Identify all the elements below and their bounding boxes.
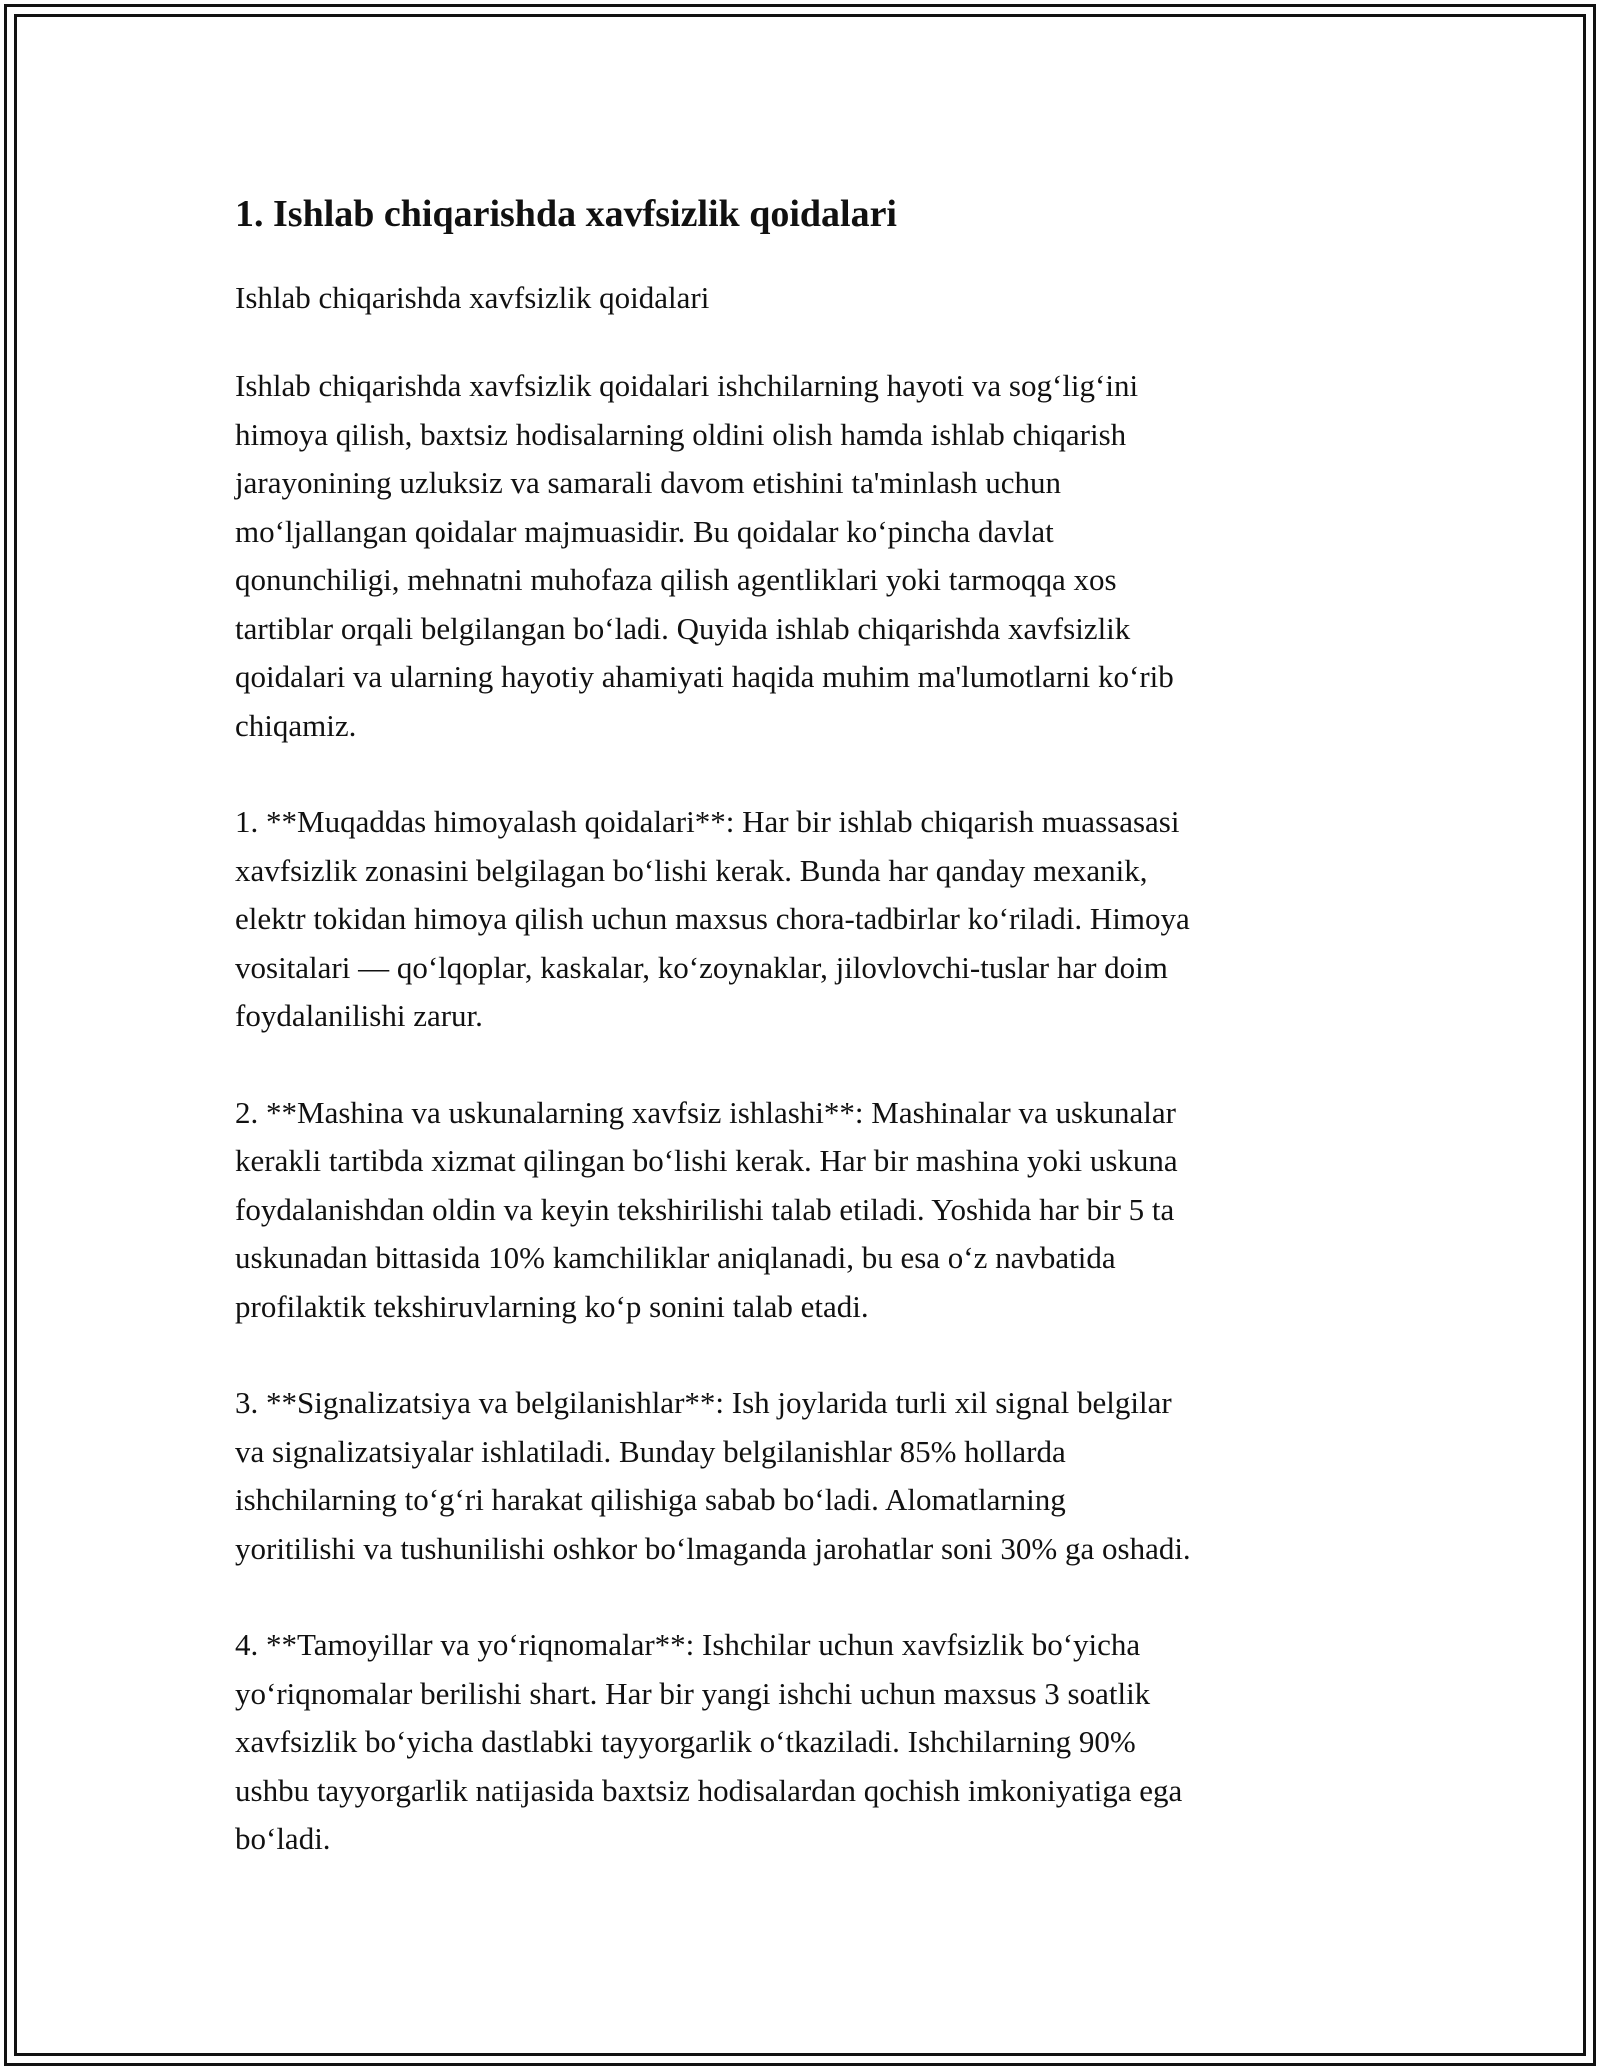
rule-4-paragraph: 4. **Tamoyillar va yo‘riqnomalar**: Ishchilar uchun xavfsizlik bo‘yicha yo‘riqnomalar berilishi shart. Har bir yangi ishchi uchun maxsus 3 soatlik xavfsizlik bo‘yicha dastlabki tayyorgarlik o‘tkaziladi. Ishchilarning 90% ushbu tayyorgarlik natijasida baxtsiz hodisalardan qochish imkoniyatiga ega bo‘ladi.	[235, 1627, 1183, 1856]
document-title: 1. Ishlab chiqarishda xavfsizlik qoidalari	[235, 193, 897, 235]
document-body	[235, 186, 1375, 1912]
rule-2-paragraph: 2. **Mashina va uskunalarning xavfsiz ishlashi**: Mashinalar va uskunalar kerakli tartibda xizmat qilingan bo‘lishi kerak. Har bir mashina yoki uskuna foydalanishdan oldin va keyin tekshirilishi talab etiladi. Yoshida har bir 5 ta uskunadan bittasida 10% kamchiliklar aniqlanadi, bu esa o‘z navbatida profilaktik tekshiruvlarning ko‘p sonini talab etadi.	[235, 1094, 1178, 1324]
rule-1-paragraph: 1. **Muqaddas himoyalash qoidalari**: Har bir ishlab chiqarish muassasasi xavfsizlik zonasini belgilagan bo‘lishi kerak. Bunda har qanday mexanik, elektr tokidan himoya qilish uchun maxsus chora-tadbirlar ko‘riladi. Himoya vositalari — qo‘lqoplar, kaskalar, ko‘zoynaklar, jilovlovchi-tuslar har doim foydalanilishi zarur.	[235, 804, 1190, 1033]
document-subtitle: Ishlab chiqarishda xavfsizlik qoidalari	[235, 280, 710, 315]
rule-3-paragraph: 3. **Signalizatsiya va belgilanishlar**: Ish joylarida turli xil signal belgilar va signalizatsiyalar ishlatiladi. Bunday belgilanishlar 85% hollarda ishchilarning to‘g‘ri harakat qilishiga sabab bo‘ladi. Alomatlarning yoritilishi va tushunilishi oshkor bo‘lmaganda jarohatlar soni 30% ga oshadi.	[235, 1385, 1191, 1566]
intro-paragraph: Ishlab chiqarishda xavfsizlik qoidalari ishchilarning hayoti va sog‘lig‘ini himoya qilish, baxtsiz hodisalarning oldini olish hamda ishlab chiqarish jarayonining uzluksiz va samarali davom etishini ta'minlash uchun mo‘ljallangan qoidalar majmuasidir. Bu qoidalar ko‘pincha davlat qonunchiligi, mehnatni muhofaza qilish agentliklari yoki tarmoqqa xos tartiblar orqali belgilangan bo‘ladi. Quyida ishlab chiqarishda xavfsizlik qoidalari va ularning hayotiy ahamiyati haqida muhim ma'lumotlarni ko‘rib chiqamiz.	[235, 368, 1174, 743]
